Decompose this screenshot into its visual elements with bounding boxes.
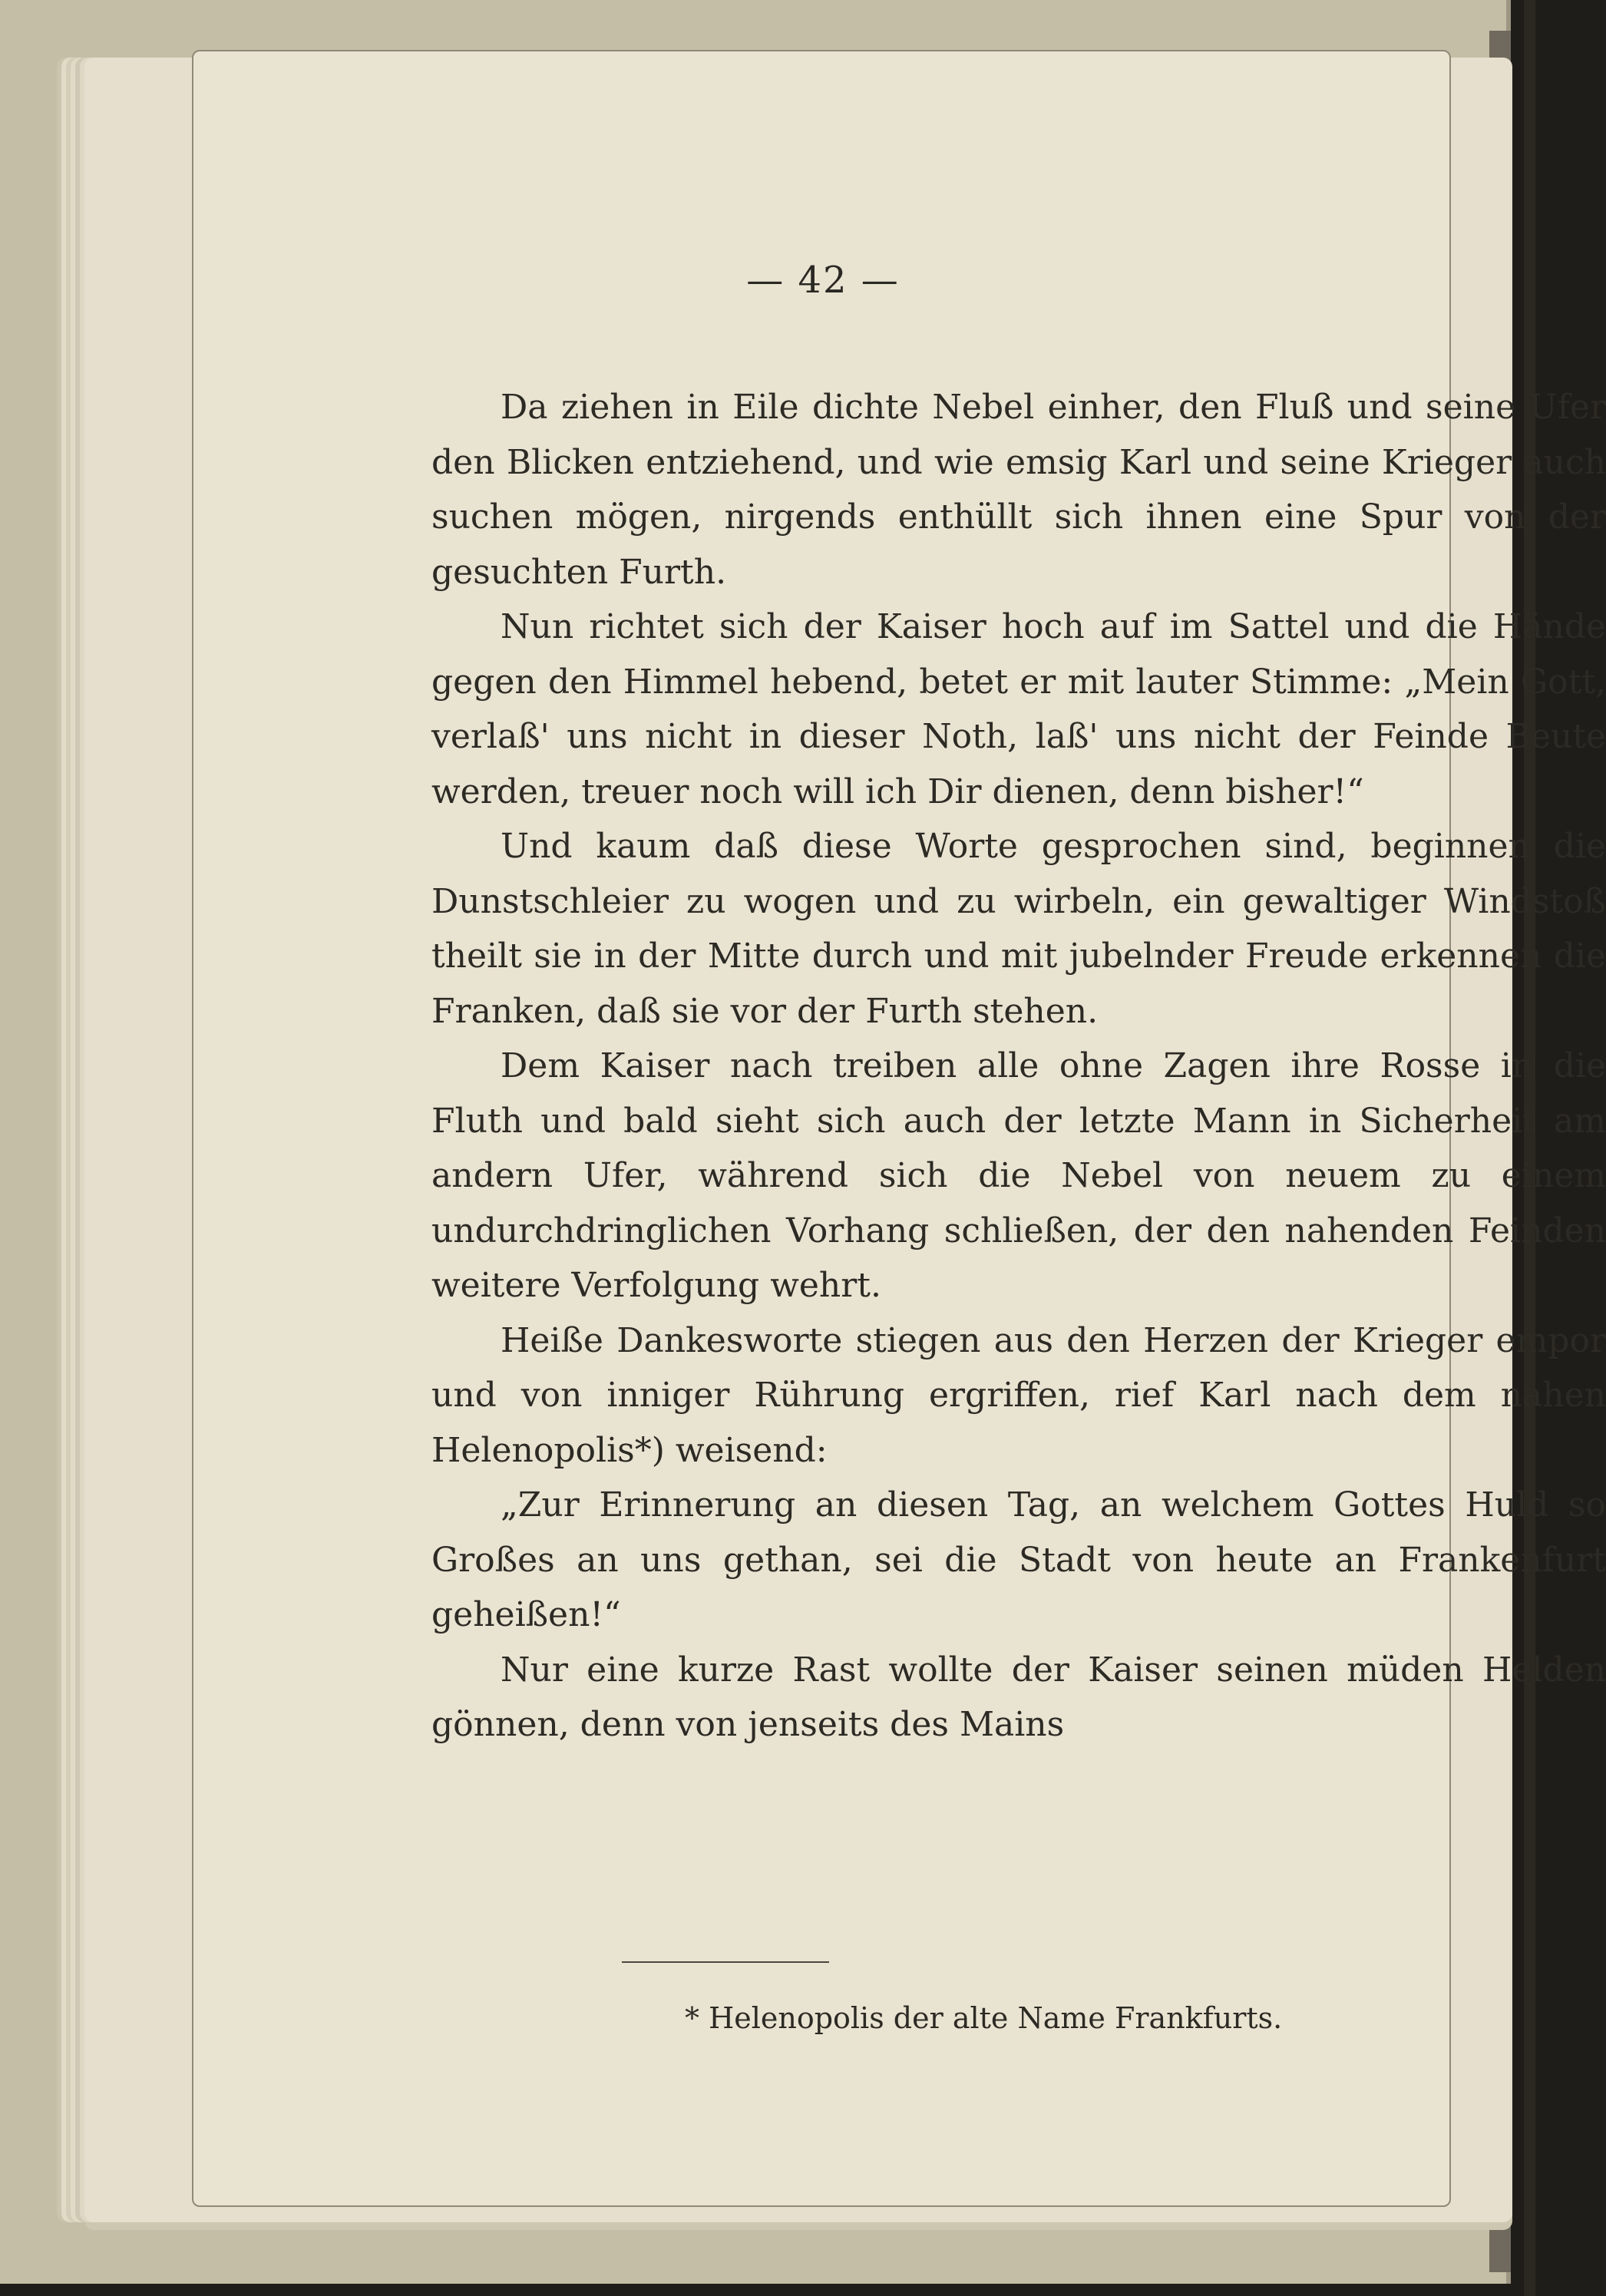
paragraph: Dem Kaiser nach treiben alle ohne Zagen ihre Rosse in die Fluth und bald sieht sich auch der letzte Mann in Sicherheit am andern Ufer, während sich die Nebel von neuem zu einem undurchdringlichen Vorhang schließen, der den nahenden Feinden weitere Verfolgung wehrt.	[431, 1046, 1606, 1305]
paragraph: Und kaum daß diese Worte gesprochen sind, beginnen die Dunstschleier zu wogen und zu wirbeln, ein gewaltiger Windstoß theilt sie in der Mitte durch und mit jubelnder Freude erkennen die Franken, daß sie vor der Furth stehen.	[431, 827, 1606, 1031]
body-text	[431, 380, 1606, 1753]
paragraph: Da ziehen in Eile dichte Nebel einher, den Fluß und seine Ufer den Blicken entziehend, und wie emsig Karl und seine Krieger auch suchen mögen, nirgends enthüllt sich ihnen eine Spur von der gesuchten Furth.	[431, 388, 1606, 592]
paragraph: Nur eine kurze Rast wollte der Kaiser seinen müden Helden gönnen, denn von jenseits des Mains	[431, 1650, 1606, 1744]
footnote: * Helenopolis der alte Name Frankfurts.	[685, 2001, 1283, 2035]
footnote-rule	[622, 1961, 829, 1963]
book-page	[192, 50, 1606, 2207]
page-number: — 42 —	[746, 259, 900, 302]
paragraph: „Zur Erinnerung an diesen Tag, an welchem Gottes Huld so Großes an uns gethan, sei die Stadt von heute an Frankenfurt geheißen!“	[431, 1485, 1606, 1634]
paragraph: Nun richtet sich der Kaiser hoch auf im Sattel und die Hände gegen den Himmel hebend, betet er mit lauter Stimme: „Mein Gott, verlaß' uns nicht in dieser Noth, laß' uns nicht der Feinde Beute werden, treuer noch will ich Dir dienen, denn bisher!“	[431, 607, 1606, 811]
paragraph: Heiße Dankesworte stiegen aus den Herzen der Krieger empor und von inniger Rührung ergriffen, rief Karl nach dem nahen Helenopolis*) weisend:	[431, 1320, 1606, 1470]
